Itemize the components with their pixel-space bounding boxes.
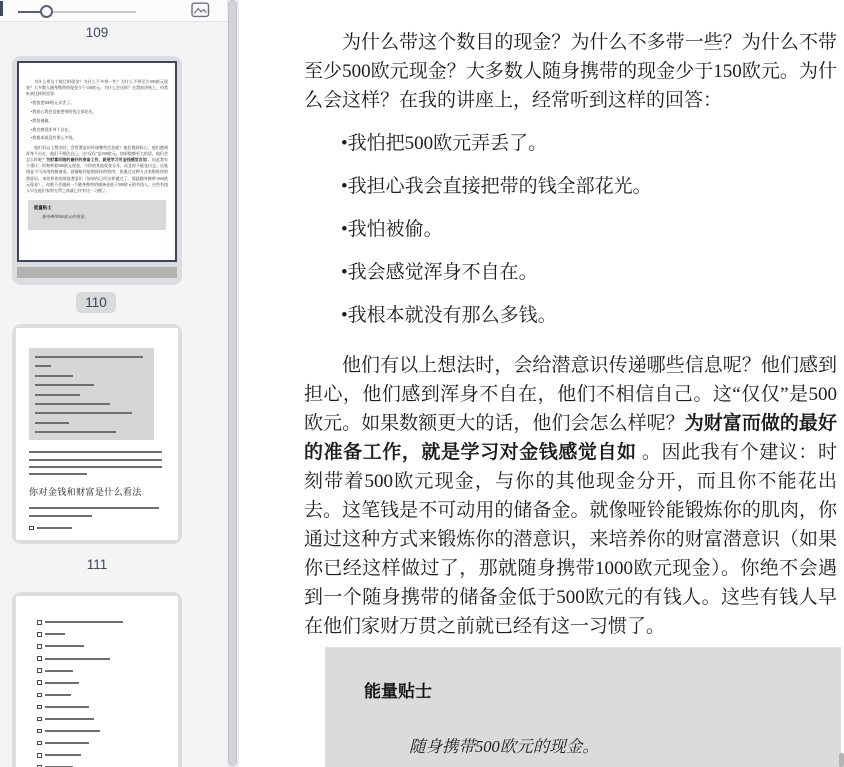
slider-handle[interactable] <box>40 5 53 18</box>
thumbnail-size-slider[interactable] <box>18 4 136 18</box>
page-number-label: 109 <box>85 25 109 40</box>
thumbnail-sidebar <box>0 0 239 767</box>
sidebar-scrollbar-thumb[interactable] <box>228 0 237 766</box>
selection-shadow-band <box>17 267 177 278</box>
page-number-label: 111 <box>86 557 108 572</box>
current-page-number-badge: 110 <box>76 292 116 313</box>
energy-tip-box <box>325 647 841 767</box>
paragraph: 为什么带这个数目的现金？为什么不多带一些？为什么不带至少500欧元现金？大多数人随身携带的现金少于150欧元。为什么会这样？在我的讲座上，经常听到这样的回答： <box>304 32 837 111</box>
paragraph: 他们有以上想法时，会给潜意识传递哪些信息呢？他们感到担心，他们感到浑身不自在，他们不相信自己。这“仅仅”是500欧元。如果数额更大的话，他们会怎么样呢？为财富而做的最好的准备工作，就是学习对金钱感觉自如 。因此我有个建议：时刻带着500欧元现金，与你的其他现金分开，而且你不能花出去。这笔钱是不可动用的储备金。就像哑铃能锻炼你的肌肉，你通过这种方式来锻炼你的潜意识，来培养你的财富潜意识（如果你已经这样做过了，那就随身携带1000欧元现金）。你绝不会遇到一个随身携带的储备金低于500欧元的有钱人。这些有钱人早在他们家财万贯之前就已经有这一习惯了。 <box>304 355 837 637</box>
image-icon <box>191 2 210 18</box>
page-thumbnail[interactable] <box>12 324 182 544</box>
page-thumbnail[interactable] <box>12 592 182 767</box>
mini-document-text: 为什么带这个数目的现金？为什么不多带一些？为什么不带至少500欧元现金？大多数人随身携带的现金少于150欧元。为什么会这样？在我的讲座上，经常听到这样的回答： •我怕把500欧元弄丢了。 •我担心我会直接把带的钱全部花光。 •我怕被偷。 •我会感觉浑身不自在。 •我根本就没有那么多钱。 他们有以上想法时，会给潜意识传递哪些信息呢？他们感到担心，他们感到浑身不自在，他们不相信自己。这“仅仅”是500欧元。如果数额更大的话，他们会怎么样呢？为财富而做的最好的准备工作，就是学习对金钱感觉自如 。因此我有个建议：时刻带着500欧元现金，与你的其他现金分开，而且你不能花出去。这笔钱是不可动用的储备金。就像哑铃能锻炼你的肌肉，你通过这种方式来锻炼你的潜意识，来培养你的财富潜意识（如果你已经这样做过了，那就随身携带1000欧元现金）。你绝不会遇到一个随身携带的储备金低于500欧元的有钱人。这些有钱人早在他们家财万贯之前就已经有这一习惯了。 能量贴士 随身携带500欧元的现金。 <box>19 63 175 230</box>
energy-tip-title: 能量贴士 <box>364 682 432 701</box>
document-text-column <box>304 0 837 767</box>
sidebar-scrollbar[interactable] <box>227 0 239 767</box>
cropped-icon-fragment <box>0 1 3 16</box>
energy-tip-text: 随身携带500欧元的现金。 <box>409 737 599 756</box>
sidebar-toolbar <box>0 0 227 22</box>
thumbnail-page-image <box>16 596 178 767</box>
page-thumbnail-current[interactable] <box>12 56 182 285</box>
main-scrollbar-thumb[interactable] <box>839 753 844 767</box>
thumbnail-page-image <box>16 328 178 540</box>
document-page <box>239 0 844 767</box>
mini-section-heading: 你对金钱和财富是什么看法 <box>29 487 142 498</box>
bullet-item: •我会感觉浑身不自在。 <box>341 262 538 283</box>
mini-tip-box: 能量贴士 随身携带500欧元的现金。 <box>28 200 166 229</box>
mini-checkbox-line <box>29 526 166 531</box>
mini-gray-quote-box <box>29 348 154 440</box>
mini-paragraph <box>29 507 166 516</box>
mini-checkbox-list <box>37 620 168 767</box>
thumbnail-page-image <box>17 61 177 262</box>
bullet-item: •我根本就没有那么多钱。 <box>341 305 557 326</box>
image-view-button[interactable] <box>191 2 211 19</box>
bullet-item: •我担心我会直接把带的钱全部花光。 <box>341 176 652 197</box>
bullet-item: •我怕把500欧元弄丢了。 <box>341 133 548 154</box>
bullet-item: •我怕被偷。 <box>341 219 443 240</box>
mini-paragraph <box>29 451 166 475</box>
